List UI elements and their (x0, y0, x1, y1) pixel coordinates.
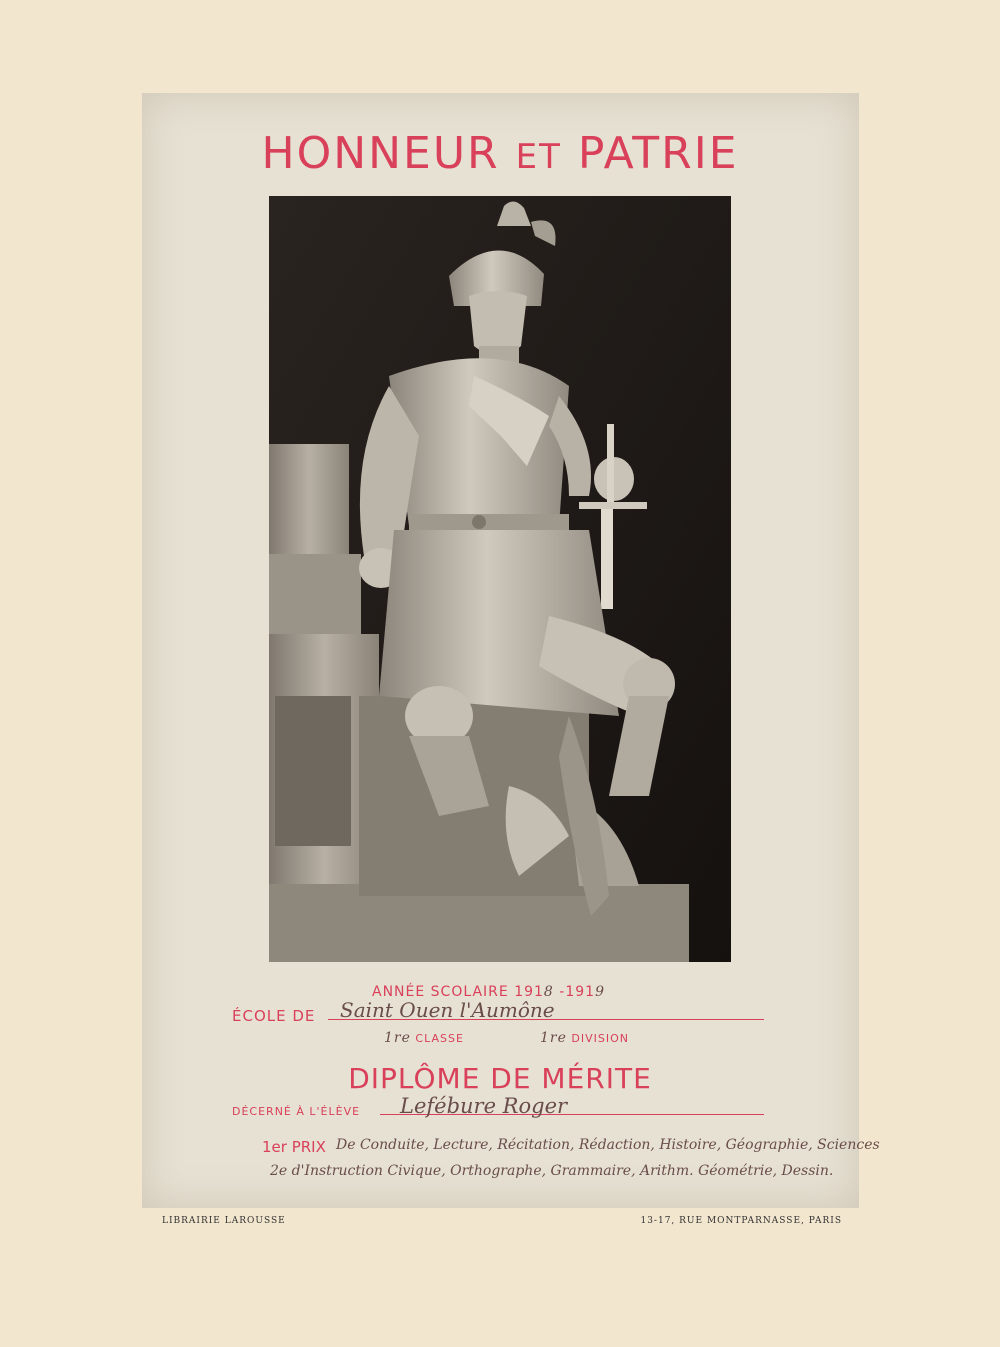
annee-label: ANNÉE SCOLAIRE 191 (372, 984, 544, 1000)
ecole-value: Saint Ouen l'Aumône (340, 998, 555, 1022)
footer-address: 13-17, RUE MONTPARNASSE, PARIS (640, 1216, 842, 1226)
annee-digit-2: 9 (595, 984, 605, 1000)
classe-label: CLASSE (415, 1032, 464, 1045)
title-et: ET (515, 137, 562, 177)
diploma-title: DIPLÔME DE MÉRITE (348, 1062, 652, 1095)
annee-separator: -191 (553, 984, 596, 1000)
title-honneur: HONNEUR (261, 128, 500, 179)
footer-publisher: LIBRAIRIE LAROUSSE (162, 1216, 286, 1226)
eleve-name: Lefébure Roger (400, 1094, 568, 1118)
page-title (0, 128, 1000, 179)
prix-line-1: De Conduite, Lecture, Récitation, Rédaction, Histoire, Géographie, Sciences (336, 1137, 880, 1153)
ecole-label: ÉCOLE DE (232, 1007, 316, 1025)
title-patrie: PATRIE (577, 128, 739, 179)
classe-value: 1re (384, 1030, 411, 1046)
annee-digit-1: 8 (543, 984, 554, 1000)
prix-line-2: 2e d'Instruction Civique, Orthographe, Grammaire, Arithm. Géométrie, Dessin. (270, 1163, 834, 1179)
division (540, 1030, 629, 1046)
classe (384, 1030, 464, 1046)
prix-label: 1er PRIX (262, 1138, 326, 1156)
decerne-label: DÉCERNÉ À L'ÉLÈVE (232, 1105, 361, 1118)
statue-photo (269, 196, 731, 962)
division-value: 1re (540, 1030, 567, 1046)
division-label: DIVISION (571, 1032, 629, 1045)
statue-illustration (269, 196, 731, 962)
